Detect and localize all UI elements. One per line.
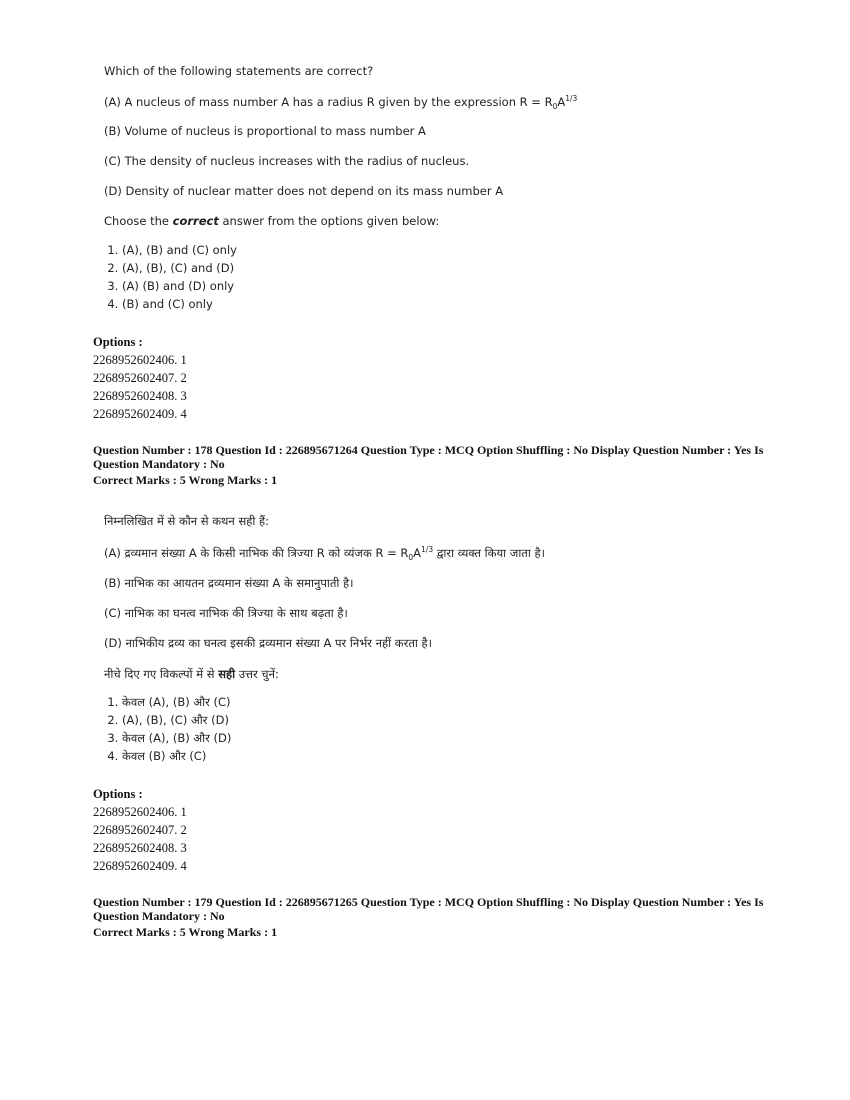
- option-item: 2268952602407. 2: [93, 823, 187, 837]
- marks-line: Correct Marks : 5 Wrong Marks : 1: [93, 473, 278, 487]
- option-item: 2268952602406. 1: [93, 805, 187, 819]
- options-heading: Options :: [93, 335, 143, 349]
- question-177-body: [104, 64, 784, 324]
- statement-b: (B) नाभिक का आयतन द्रव्यमान संख्या A के समानुपाती है।: [104, 576, 354, 590]
- list-item: 4. केवल (B) और (C): [122, 747, 231, 765]
- question-info-line: Question Number : 179 Question Id : 226895671265 Question Type : MCQ Option Shuffling : No Display Question Number : Yes Is Question Mandatory : No: [93, 895, 764, 923]
- list-item: 2. (A), (B), (C) और (D): [122, 711, 231, 729]
- option-item: 2268952602409. 4: [93, 859, 187, 873]
- options-block-177: [93, 333, 187, 423]
- statement-c: (C) नाभिक का घनत्व नाभिक की त्रिज्या के साथ बढ़ता है।: [104, 606, 348, 620]
- list-item: 3. केवल (A), (B) और (D): [122, 729, 231, 747]
- marks-line: Correct Marks : 5 Wrong Marks : 1: [93, 925, 278, 939]
- list-item: 2. (A), (B), (C) and (D): [122, 259, 237, 277]
- statement-b: (B) Volume of nucleus is proportional to mass number A: [104, 124, 426, 138]
- question-179-meta: [93, 895, 773, 941]
- question-178-meta: [93, 443, 773, 489]
- option-item: 2268952602406. 1: [93, 353, 187, 367]
- statement-a: (A) A nucleus of mass number A has a radius R given by the expression $R = R_0A^{1/3}$: [104, 94, 578, 112]
- statement-a: (A) द्रव्यमान संख्या A के किसी नाभिक की त्रिज्या R को व्यंजक $R = R_0A^{1/3}$ द्वारा व्यक्त किया जाता है।: [104, 545, 545, 563]
- choose-instruction: Choose the correct answer from the options given below:: [104, 214, 440, 228]
- option-item: 2268952602407. 2: [93, 371, 187, 385]
- question-intro: निम्नलिखित में से कौन से कथन सही हैं:: [104, 514, 269, 528]
- options-block-178: [93, 785, 187, 875]
- choose-instruction: नीचे दिए गए विकल्पों में से सही उत्तर चुनें:: [104, 667, 279, 681]
- answer-list: [104, 693, 231, 765]
- options-heading: Options :: [93, 787, 143, 801]
- question-intro: Which of the following statements are correct?: [104, 64, 374, 78]
- question-178-body: [104, 514, 784, 774]
- option-item: 2268952602408. 3: [93, 841, 187, 855]
- question-info-line: Question Number : 178 Question Id : 226895671264 Question Type : MCQ Option Shuffling : No Display Question Number : Yes Is Question Mandatory : No: [93, 443, 764, 471]
- option-item: 2268952602409. 4: [93, 407, 187, 421]
- statement-c: (C) The density of nucleus increases with the radius of nucleus.: [104, 154, 470, 168]
- statement-d: (D) Density of nuclear matter does not depend on its mass number A: [104, 184, 504, 198]
- list-item: 1. केवल (A), (B) और (C): [122, 693, 231, 711]
- option-item: 2268952602408. 3: [93, 389, 187, 403]
- answer-list: [104, 241, 237, 313]
- list-item: 1. (A), (B) and (C) only: [122, 241, 237, 259]
- statement-d: (D) नाभिकीय द्रव्य का घनत्व इसकी द्रव्यमान संख्या A पर निर्भर नहीं करता है।: [104, 636, 432, 650]
- list-item: 4. (B) and (C) only: [122, 295, 237, 313]
- list-item: 3. (A) (B) and (D) only: [122, 277, 237, 295]
